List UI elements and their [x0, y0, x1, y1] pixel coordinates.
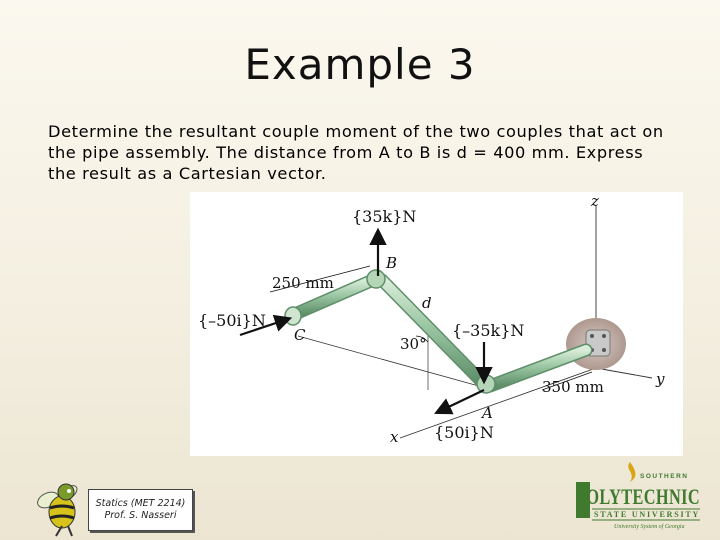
- university-logo: [574, 460, 702, 532]
- point-label-a: A: [482, 404, 493, 422]
- dimension-label-250: 250 mm: [272, 274, 334, 292]
- pipe-assembly-figure: [190, 192, 683, 456]
- force-label-top: {35k}N: [352, 207, 417, 226]
- force-label-left: {–50i}N: [198, 311, 266, 330]
- professor-name: Prof. S. Nasseri: [104, 510, 177, 521]
- problem-statement: Determine the resultant couple moment of the two couples that act on the pipe assembly. The distance from A to B is d = 400 mm. Express the result as a Cartesian vector.: [48, 122, 664, 183]
- bee-mascot-icon: [32, 478, 88, 538]
- logo-polytechnic: POLYTECHNIC: [576, 484, 700, 509]
- logo-state-university: STATE UNIVERSITY: [594, 510, 701, 519]
- logo-tagline: University System of Georgia: [614, 524, 685, 530]
- course-footer: [88, 489, 193, 531]
- axis-label-y: y: [656, 370, 665, 388]
- y-axis-line: [596, 368, 652, 378]
- elbow-joint-b: [367, 270, 385, 288]
- distance-label-d: d: [422, 294, 432, 312]
- axis-label-x: x: [390, 428, 399, 446]
- elbow-joint-a: [477, 375, 495, 393]
- flame-icon: [628, 462, 635, 482]
- force-label-mid: {–35k}N: [452, 321, 525, 340]
- point-label-b: B: [386, 254, 398, 272]
- pipe-end-c: [285, 307, 301, 325]
- axis-label-z: z: [591, 192, 599, 210]
- pipe-assembly-drawing: [190, 192, 683, 456]
- logo-southern: SOUTHERN: [640, 473, 689, 480]
- course-name: Statics (MET 2214): [95, 498, 186, 509]
- force-label-bottom: {50i}N: [434, 423, 494, 442]
- dimension-label-350: 350 mm: [542, 378, 604, 396]
- angle-label: 30°: [400, 335, 427, 353]
- slide-title: Example 3: [244, 40, 476, 89]
- force-arrow-50i: [438, 390, 484, 412]
- point-label-c: C: [294, 326, 306, 344]
